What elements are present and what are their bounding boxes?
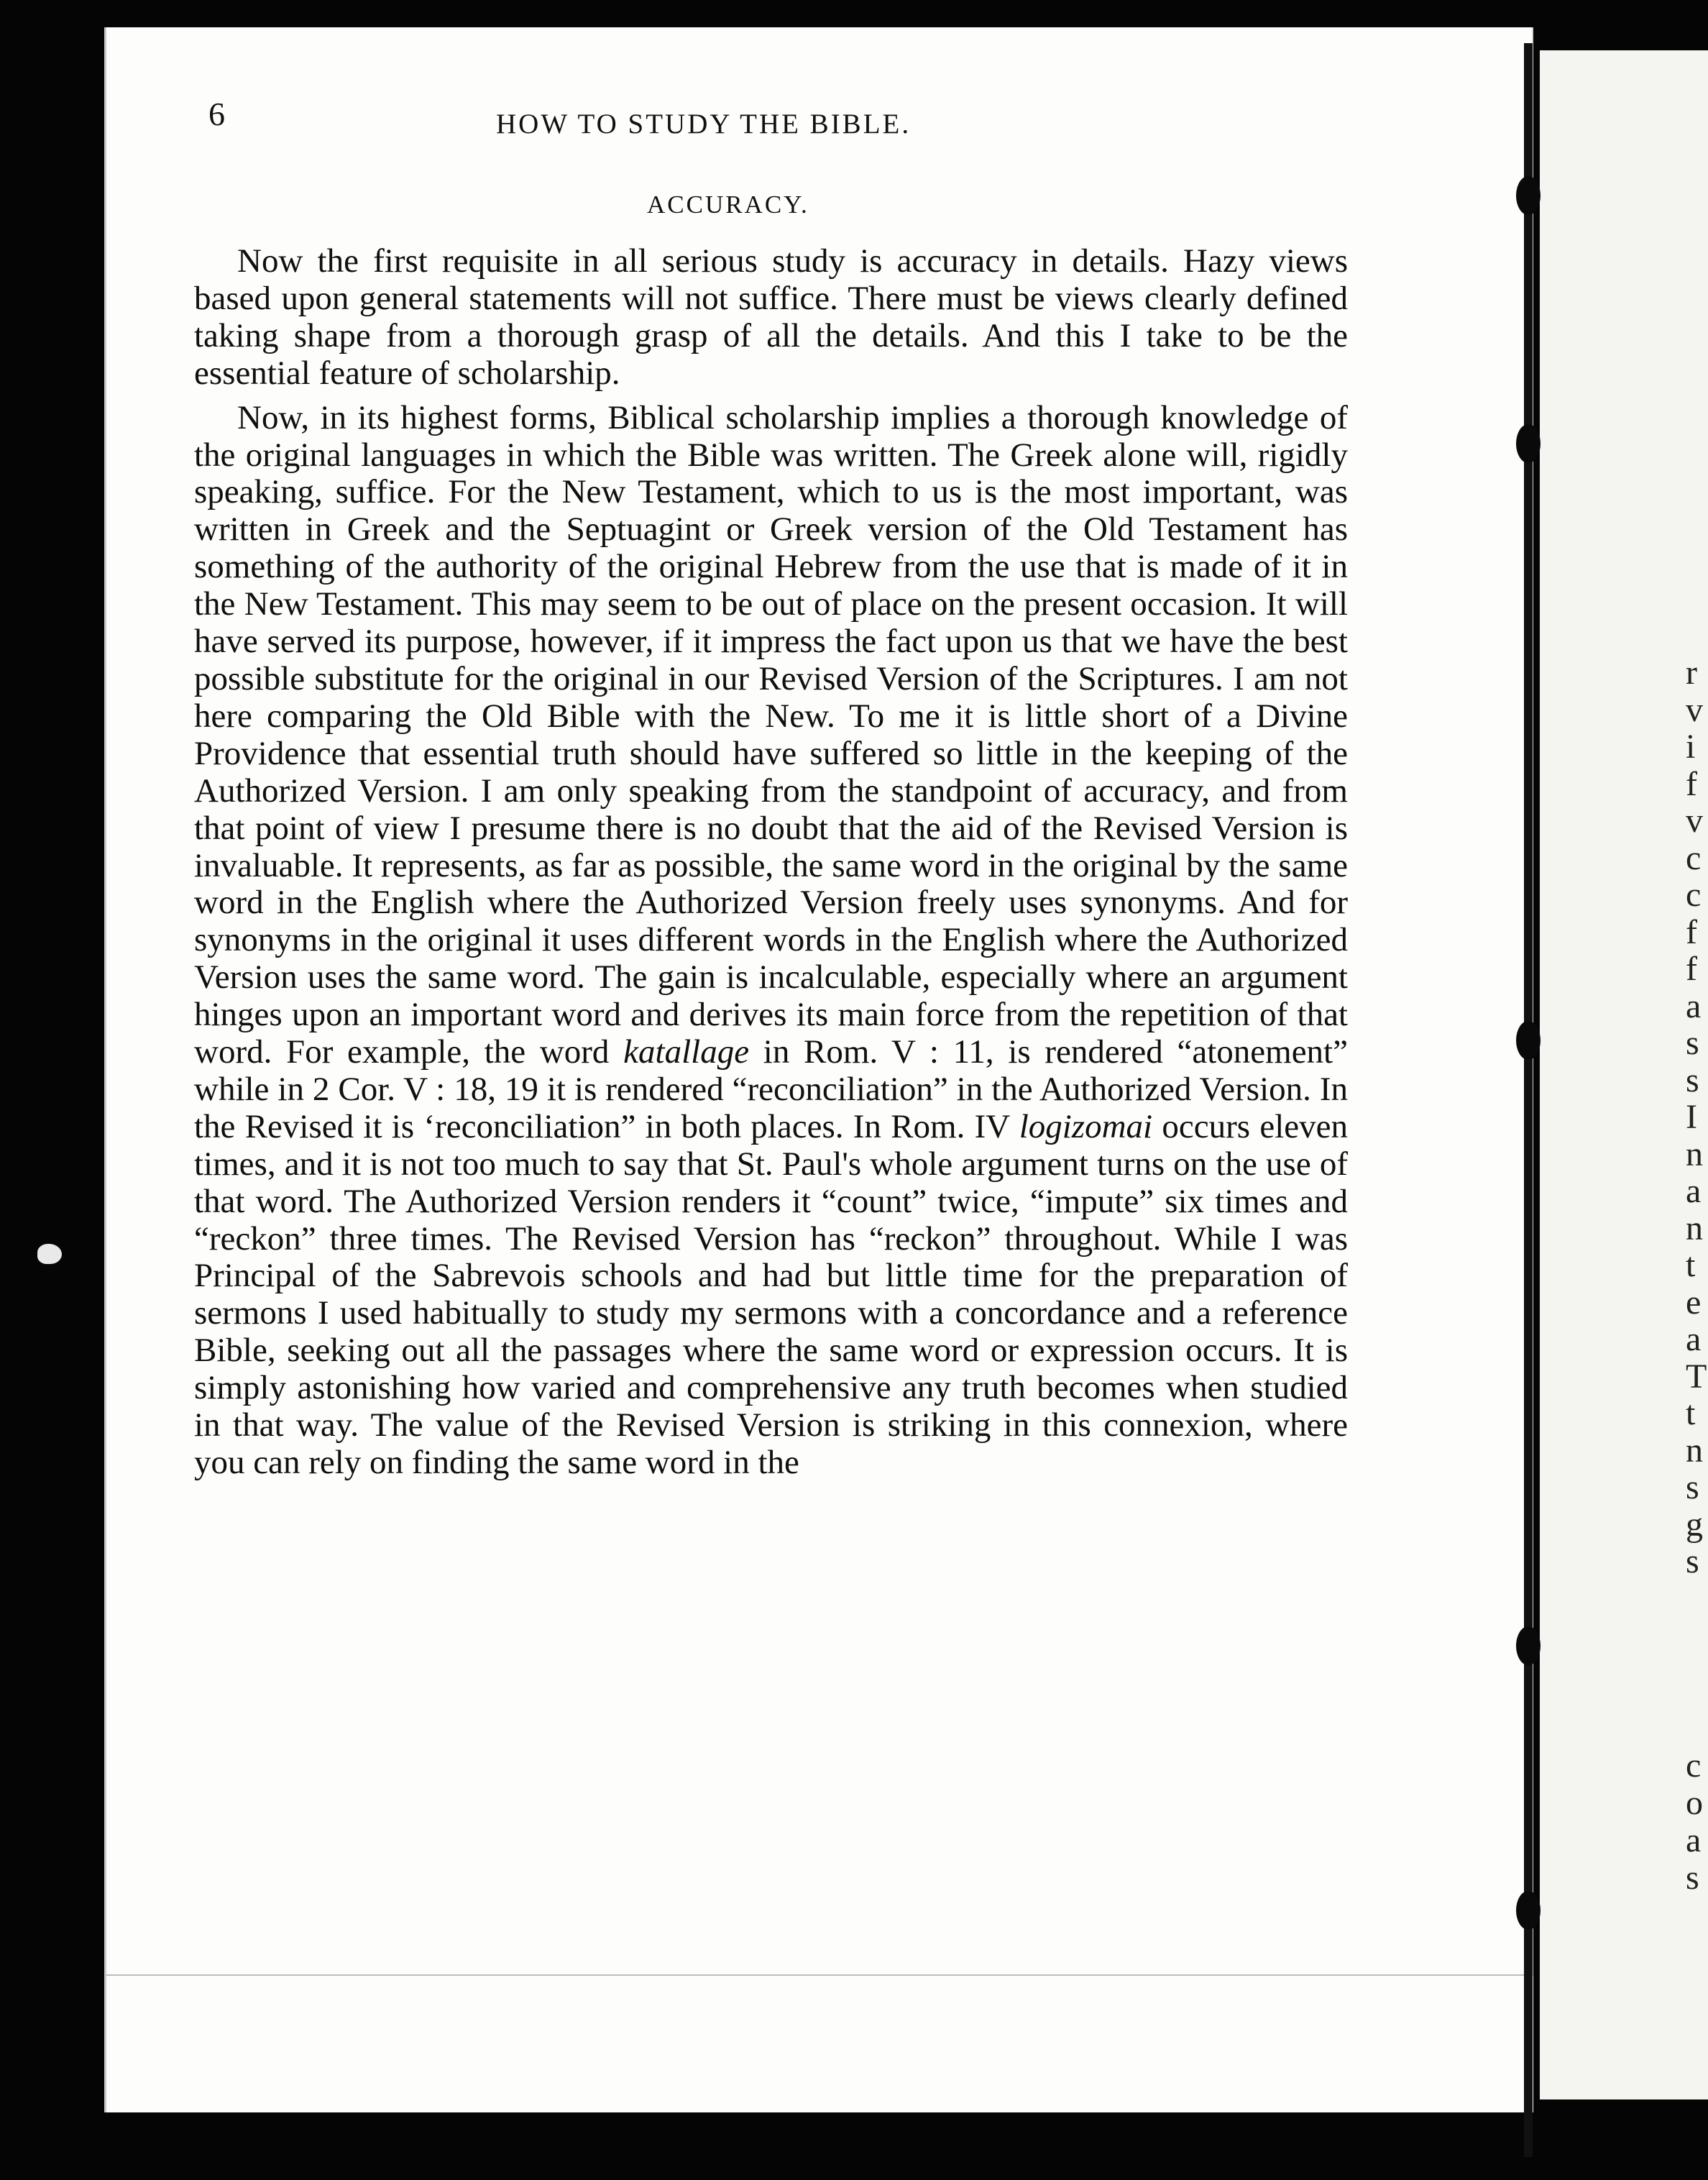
facing-page-letters-upper	[1686, 654, 1708, 1580]
facing-page-letter: c	[1686, 838, 1702, 877]
facing-page-letter: s	[1686, 1061, 1699, 1099]
facing-page-letter: e	[1686, 1283, 1702, 1322]
facing-page-letter: s	[1686, 1542, 1699, 1580]
facing-page-letter: n	[1686, 1431, 1703, 1470]
facing-page-letter: n	[1686, 1209, 1703, 1247]
binding-stitch	[1516, 176, 1541, 215]
paragraph	[194, 400, 1348, 1482]
facing-page-letter: T	[1686, 1357, 1707, 1396]
paper-speck	[37, 1244, 62, 1264]
facing-page-letter: r	[1686, 654, 1697, 692]
facing-page-letter: t	[1686, 1394, 1696, 1432]
body-text	[194, 243, 1348, 1482]
text-segment: Now, in its highest forms, Biblical scholarship implies a thorough knowledge of the original languages in which the Bible was written. The Greek alone will, rigidly speaking, suffice. For the New Testament, which to us is the most important, was written in Greek and the Septuagint or Greek version of the Old Testament has something of the authority of the original Hebrew from the use that is made of it in the New Testament. This may seem to be out of place on the present occasion. It will have served its purpose, however, if it impress the fact upon us that we have the best possible substitute for the original in our Revised Version of the Scriptures. I am not here comparing the Old Bible with the New. To me it is little short of a Divine Providence that essential truth should have suffered so little in the keeping of the Authorized Version. I am only speaking from the standpoint of accuracy, and from that point of view I presume there is no doubt that the aid of the Revised Version is invaluable. It represents, as far as possible, the same word in the original by the same word in the English where the Authorized Version freely uses synonyms. And for synonyms in the original it uses different words in the English where the Authorized Version uses the same word. The gain is incalculable, especially where an argument hinges upon an important word and derives its main force from the repetition of that word. For example, the word	[194, 398, 1348, 1071]
facing-page-letter: g	[1686, 1505, 1703, 1544]
facing-page-letter: a	[1686, 1821, 1702, 1859]
page-number: 6	[208, 96, 225, 132]
facing-page-letter: a	[1686, 1172, 1702, 1210]
paragraph	[194, 243, 1348, 393]
facing-page-letter: a	[1686, 986, 1702, 1025]
binding-stitch	[1516, 1021, 1541, 1060]
facing-page-letter: v	[1686, 802, 1703, 840]
facing-page-letter: o	[1686, 1784, 1703, 1822]
facing-page-letter: f	[1686, 764, 1697, 803]
facing-page-letter: s	[1686, 1024, 1699, 1062]
facing-page-letter: n	[1686, 1135, 1703, 1173]
facing-page	[1540, 50, 1708, 2099]
facing-page-letter: I	[1686, 1098, 1697, 1136]
italic-term: logizomai	[1019, 1107, 1153, 1145]
facing-page-letter: s	[1686, 1468, 1699, 1506]
facing-page-letter: f	[1686, 950, 1697, 988]
facing-page-letter: c	[1686, 1747, 1702, 1785]
facing-page-letter: t	[1686, 1246, 1696, 1284]
facing-page-letter: s	[1686, 1859, 1699, 1897]
text-segment: in Rom. V : 11, is rendered “atonement” while in 2 Cor. V : 18, 19 it is rendered “reconciliation” in the Authorized Version. In the Revised it is ‘reconciliation” in both places. In Rom. IV	[194, 1033, 1348, 1145]
facing-page-letter: f	[1686, 912, 1697, 951]
italic-term: katallage	[623, 1033, 750, 1071]
text-segment: Now the first requisite in all serious study is accuracy in details. Hazy views based upon general statements will not suffice. There must be views clearly defined taking shape from a thorough grasp of all the details. And this I take to be the essential feature of scholarship.	[194, 242, 1348, 392]
facing-page-letter: c	[1686, 876, 1702, 914]
facing-page-letters-lower	[1686, 1747, 1708, 1897]
text-segment: occurs eleven times, and it is not too much to say that St. Paul's whole argument turns on the use of that word. The Authorized Version renders it “count” twice, “impute” six times and “reckon” three times. The Revised Version has “reckon” throughout. While I was Principal of the Sabrevois schools and had but little time for the preparation of sermons I used habitually to study my sermons with a concordance and a reference Bible, seeking out all the passages where the same word or expression occurs. It is simply astonishing how varied and comprehensive any truth becomes when studied in that way. The value of the Revised Version is striking in this connexion, where you can rely on finding the same word in the	[194, 1107, 1348, 1481]
book-binding	[1524, 43, 1533, 2157]
binding-stitch	[1516, 424, 1541, 463]
facing-page-letter: a	[1686, 1320, 1702, 1358]
running-head: HOW TO STUDY THE BIBLE.	[496, 109, 912, 139]
section-heading: ACCURACY.	[647, 191, 809, 219]
facing-page-letter: v	[1686, 690, 1703, 729]
facing-page-letter: i	[1686, 728, 1696, 766]
binding-stitch	[1516, 1626, 1541, 1665]
binding-stitch	[1516, 1891, 1541, 1930]
